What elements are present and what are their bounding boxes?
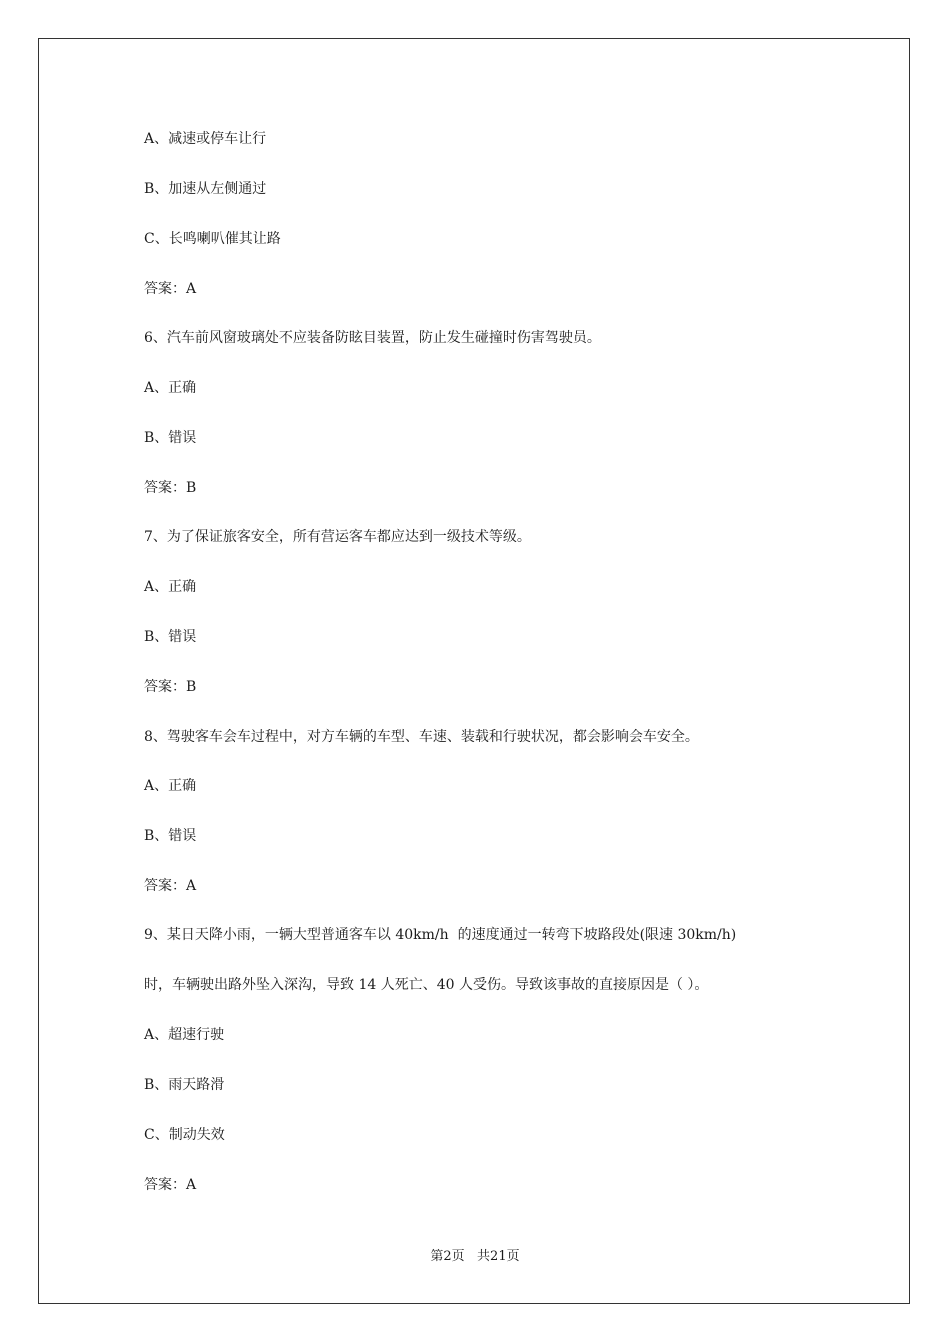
answer-6: 答案：B (144, 480, 197, 496)
question-7: 7、为了保证旅客安全，所有营运客车都应达到一级技术等级。 (144, 529, 531, 545)
option-8b: B、错误 (144, 828, 197, 844)
option-5a: A、减速或停车让行 (144, 131, 267, 147)
option-5c: C、长鸣喇叭催其让路 (144, 231, 281, 247)
page-number: 第2页 共21页 (430, 1249, 520, 1264)
option-8a: A、正确 (144, 778, 197, 794)
page-border (38, 38, 910, 1304)
answer-8: 答案：A (144, 878, 197, 894)
option-9c: C、制动失效 (144, 1127, 225, 1143)
answer-5: 答案：A (144, 281, 197, 297)
option-9a: A、超速行驶 (144, 1027, 225, 1043)
question-9-line-2: 时，车辆驶出路外坠入深沟，导致 14 人死亡、40 人受伤。导致该事故的直接原因是（ ）。 (144, 977, 709, 993)
option-6b: B、错误 (144, 430, 197, 446)
option-9b: B、雨天路滑 (144, 1077, 225, 1093)
question-6: 6、汽车前风窗玻璃处不应装备防眩目装置，防止发生碰撞时伤害驾驶员。 (144, 330, 601, 346)
option-5b: B、加速从左侧通过 (144, 181, 267, 197)
answer-7: 答案：B (144, 679, 197, 695)
option-7b: B、错误 (144, 629, 197, 645)
answer-9: 答案：A (144, 1177, 197, 1193)
option-6a: A、正确 (144, 380, 197, 396)
option-7a: A、正确 (144, 579, 197, 595)
question-9-line-1: 9、某日天降小雨，一辆大型普通客车以 40km/h 的速度通过一转弯下坡路段处(限速 30km/h) (144, 927, 737, 943)
question-8: 8、驾驶客车会车过程中，对方车辆的车型、车速、装载和行驶状况，都会影响会车安全。 (144, 729, 699, 745)
